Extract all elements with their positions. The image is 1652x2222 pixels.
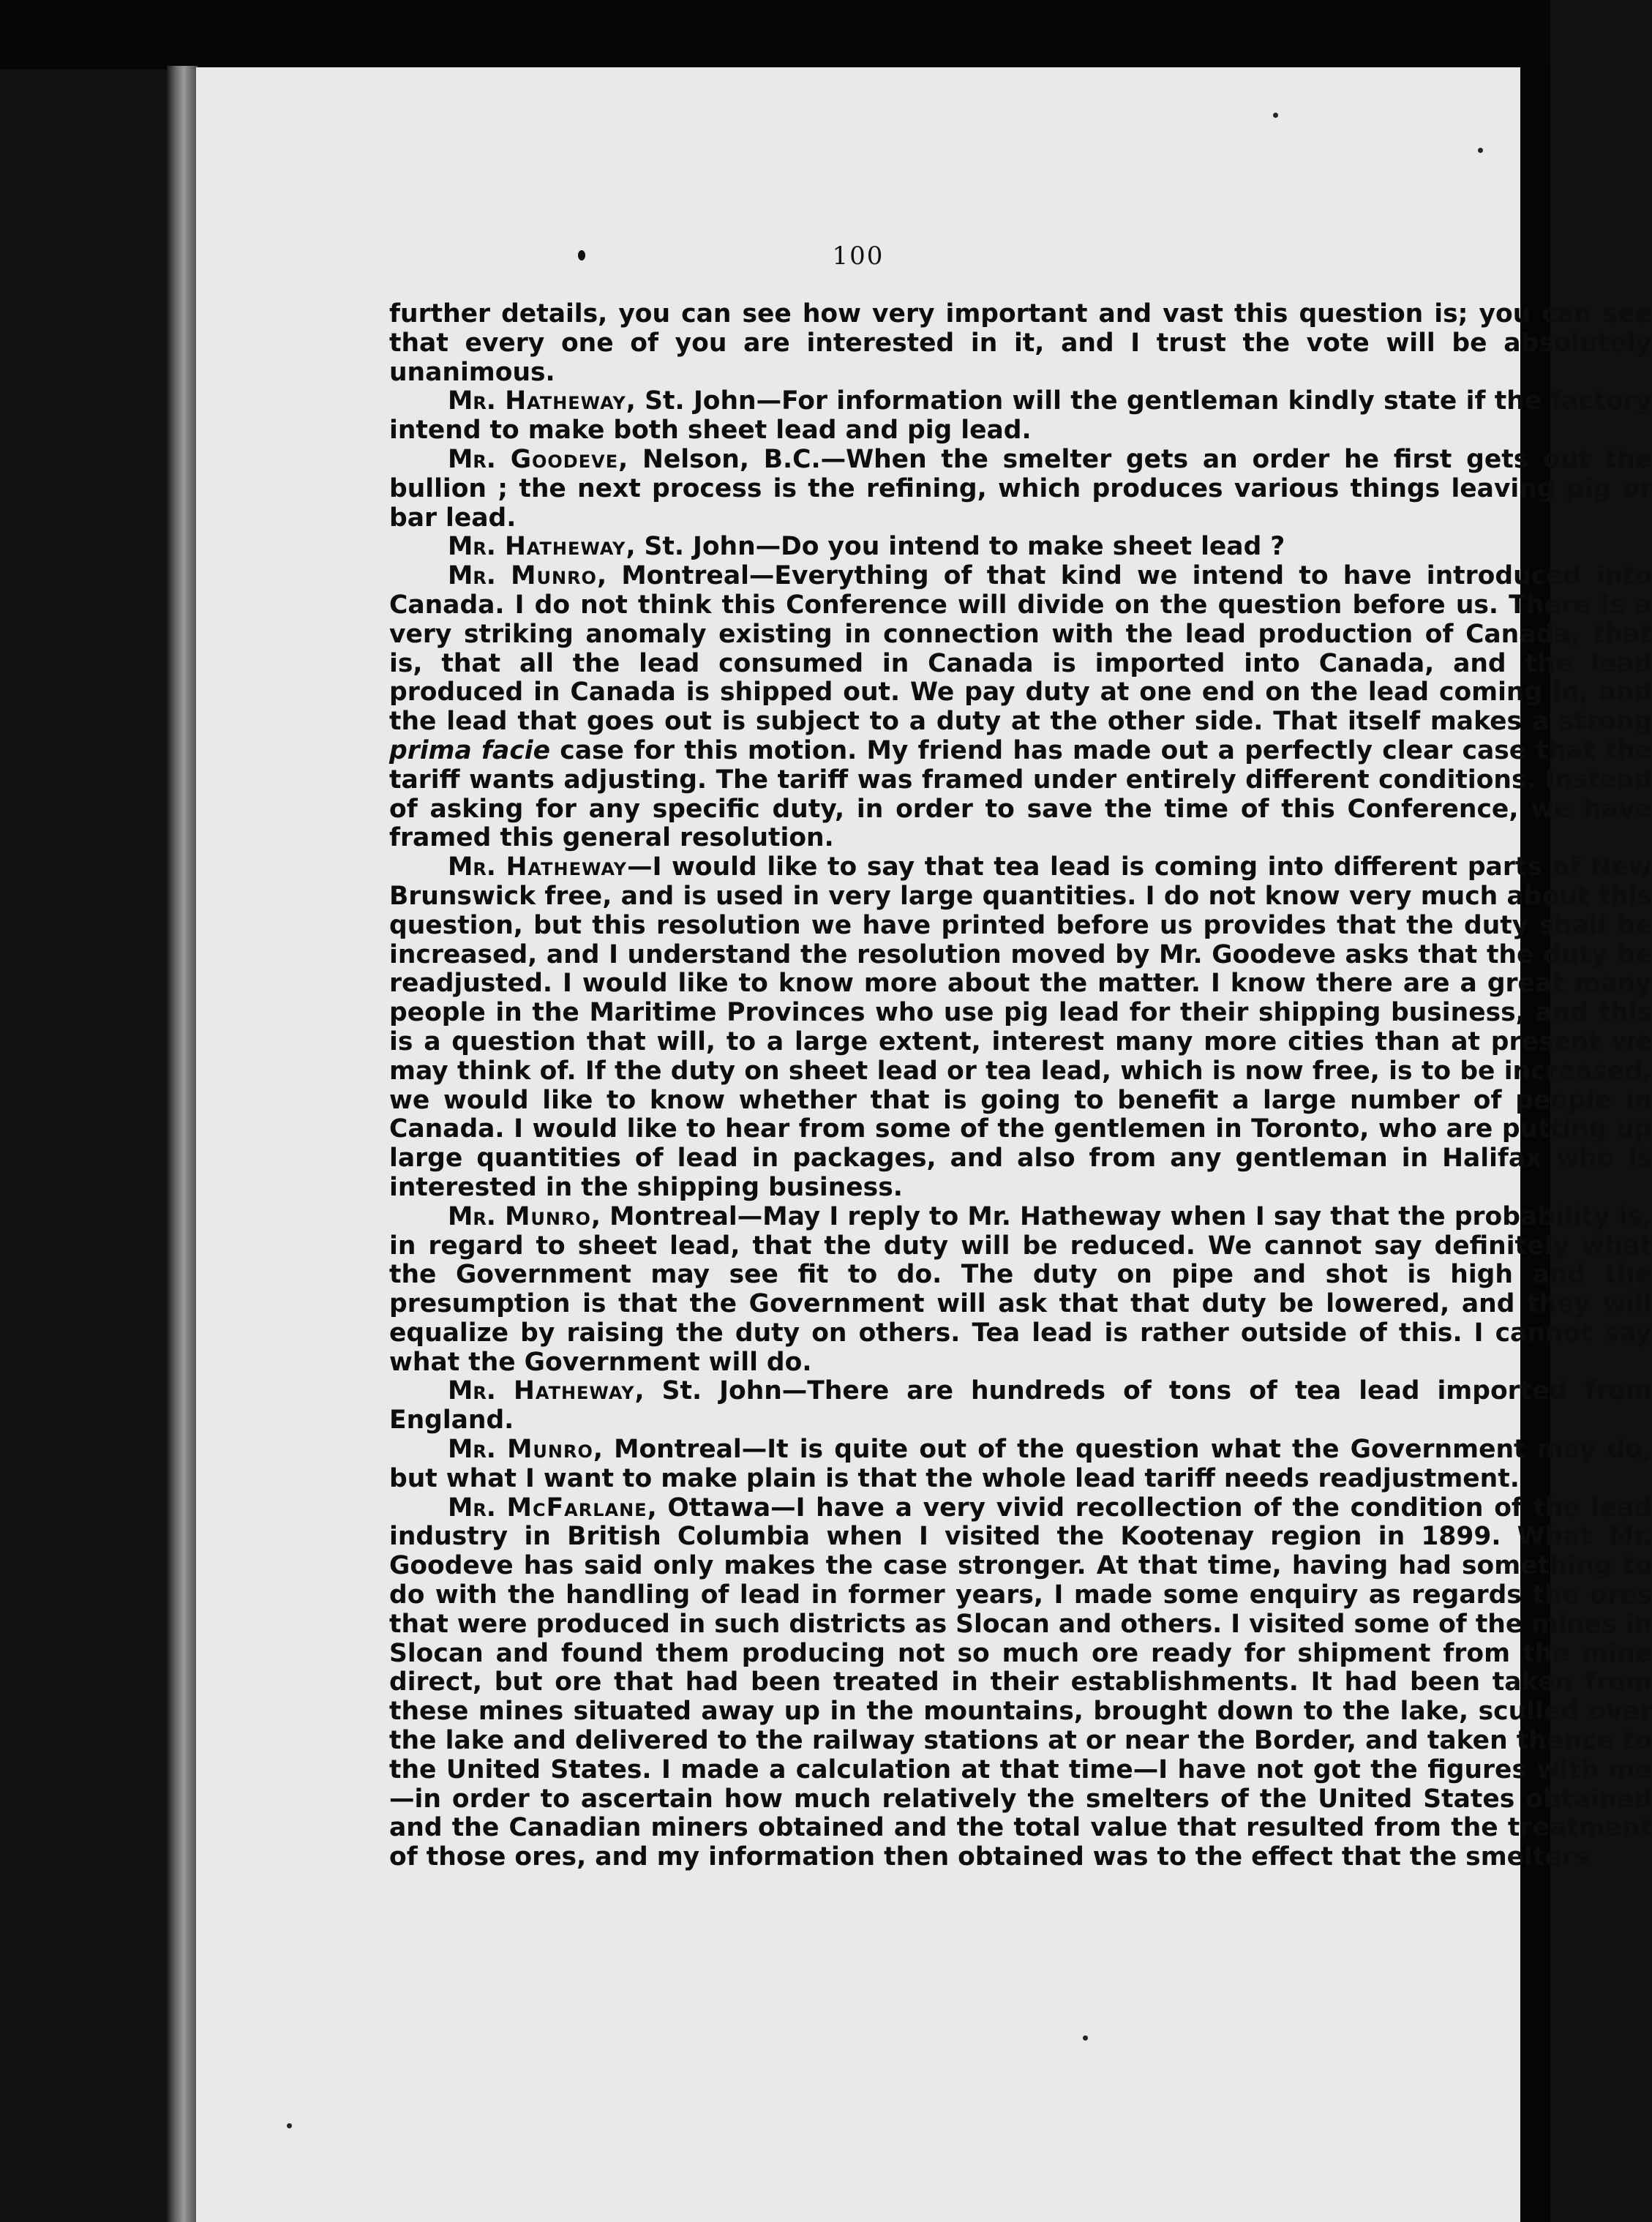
paragraph-text: further details, you can see how very important and vast this question is; you can see that every one of you are interested in it, and I trust the vote will be absolutely unanimous. [389, 299, 1652, 387]
speaker-name: Hatheway [506, 852, 628, 882]
paragraph-6 [389, 853, 1652, 1203]
paragraph-5 [389, 562, 1652, 853]
body-text [389, 300, 1652, 1872]
book-binding-edge [167, 66, 198, 2222]
speaker-title: Mr. [448, 1376, 496, 1406]
scan-speck [1273, 113, 1278, 118]
speaker-name: Goodeve [510, 444, 619, 474]
page-number: 100 [832, 241, 885, 271]
speaker-title: Mr. [448, 852, 496, 882]
paragraph-1 [389, 300, 1652, 387]
scan-background-top [0, 0, 1550, 70]
speaker-name: Munro [507, 1435, 593, 1465]
speaker-name: Munro [505, 1201, 591, 1231]
speaker-title: Mr. [448, 1493, 496, 1523]
paragraph-text: , Montreal—Everything of that kind we intend to have introduced into Canada. I do not think this Conference will divide on the question before us. There is a very striking anomaly existing in connection with the lead production of Canada, that is, that all the lead consumed in Canada is imported into Canada, and the lead produced in Canada is shipped out. We pay duty at one end on the lead coming in, and the lead that goes out is subject to a duty at the other side. That itself makes a strong [389, 561, 1652, 737]
paragraph-8 [389, 1377, 1652, 1435]
paragraph-7 [389, 1203, 1652, 1378]
paragraph-text: , St. John—Do you intend to make sheet lead ? [626, 532, 1285, 562]
paragraph-text: , Montreal—May I reply to Mr. Hatheway when I say that the probability is, in regard to sheet lead, that the duty will be reduced. We cannot say definitely what the Government may see fit to do. The duty on pipe and shot is high and the presumption is that the Government will ask that that duty be lowered, and they will equalize by raising the duty on others. Tea lead is rather outside of this. I cannot say what the Government will do. [389, 1201, 1652, 1377]
speaker-name: Hatheway [513, 1376, 635, 1406]
paragraph-text: , Ottawa—I have a very vivid recollection of the condition of the lead industry in British Columbia when I visited the Kootenay region in 1899. What Mr. Goodeve has said only makes the case stronger. At that time, having had something to do with the handling of lead in former years, I made some enquiry as regards the ores that were produced in such districts as Slocan and others. I visited some of the mines in Slocan and found them producing not so much ore ready for shipment from the mine direct, but ore that had been treated in their establishments. It had been taken from these mines situated away up in the mountains, brought down to the lake, sculled over the lake and delivered to the railway stations at or near the Border, and taken thence to the United States. I made a calculation at that time—I have not got the figures with me—in order to ascertain how much relatively the smelters of the United States obtained and the Canadian miners obtained and the total value that resulted from the treatment of those ores, and my information then obtained was to the effect that the smelters [389, 1493, 1652, 1872]
scan-speck [1478, 148, 1483, 153]
speaker-title: Mr. [448, 532, 496, 562]
paragraph-text: , St. John—For information will the gentleman kindly state if the factory intend to make both sheet lead and pig lead. [389, 386, 1652, 446]
speaker-name: Hatheway [505, 386, 626, 416]
paragraph-text: case for this motion. My friend has made out a perfectly clear case that the tariff wants adjusting. The tariff was framed under entirely different conditions. Instead of asking for any specific duty, in order to save the time of this Conference, we have framed this general resolution. [389, 735, 1652, 853]
paragraph-text: —I would like to say that tea lead is coming into different parts of New Brunswick free, and is used in very large quantities. I do not know very much about this question, but this resolution we have printed before us provides that the duty shall be increased, and I understand the resolution moved by Mr. Goodeve asks that the duty be readjusted. I would like to know more about the matter. I know there are a great many people in the Maritime Provinces who use pig lead for their shipping business, and this is a question that will, to a large extent, interest many more cities than at present we may think of. If the duty on sheet lead or tea lead, which is now free, is to be increased, we would like to know whether that is going to benefit a large number of people in Canada. I would like to hear from some of the gentlemen in Toronto, who are putting up large quantities of lead in packages, and also from any gentleman in Halifax who is interested in the shipping business. [389, 852, 1652, 1202]
paragraph-3 [389, 446, 1652, 533]
scan-speck [1083, 2035, 1088, 2041]
paragraph-10 [389, 1494, 1652, 1872]
speaker-title: Mr. [448, 1201, 496, 1231]
paragraph-2 [389, 387, 1652, 446]
italic-phrase: prima facie [389, 735, 551, 765]
scan-speck [287, 2123, 292, 2128]
paragraph-text: , Nelson, B.C.—When the smelter gets an order he first gets out the bullion ; the next process is the refining, which produces various things leaving pig or bar lead. [389, 444, 1652, 533]
paragraph-9 [389, 1435, 1652, 1494]
paragraph-text: , St. John—There are hundreds of tons of tea lead imported from England. [389, 1376, 1652, 1435]
speaker-title: Mr. [448, 1435, 496, 1465]
speaker-name: Munro [511, 561, 597, 591]
speaker-name: McFarlane [506, 1493, 647, 1523]
document-page [196, 67, 1652, 2222]
speaker-title: Mr. [448, 561, 496, 591]
speaker-title: Mr. [448, 386, 496, 416]
paragraph-text: , Montreal—It is quite out of the question what the Government may do, but what I want to make plain is that the whole lead tariff needs readjustment. [389, 1435, 1652, 1493]
speaker-title: Mr. [448, 444, 496, 474]
speaker-name: Hatheway [504, 532, 626, 562]
paragraph-4 [389, 533, 1652, 562]
